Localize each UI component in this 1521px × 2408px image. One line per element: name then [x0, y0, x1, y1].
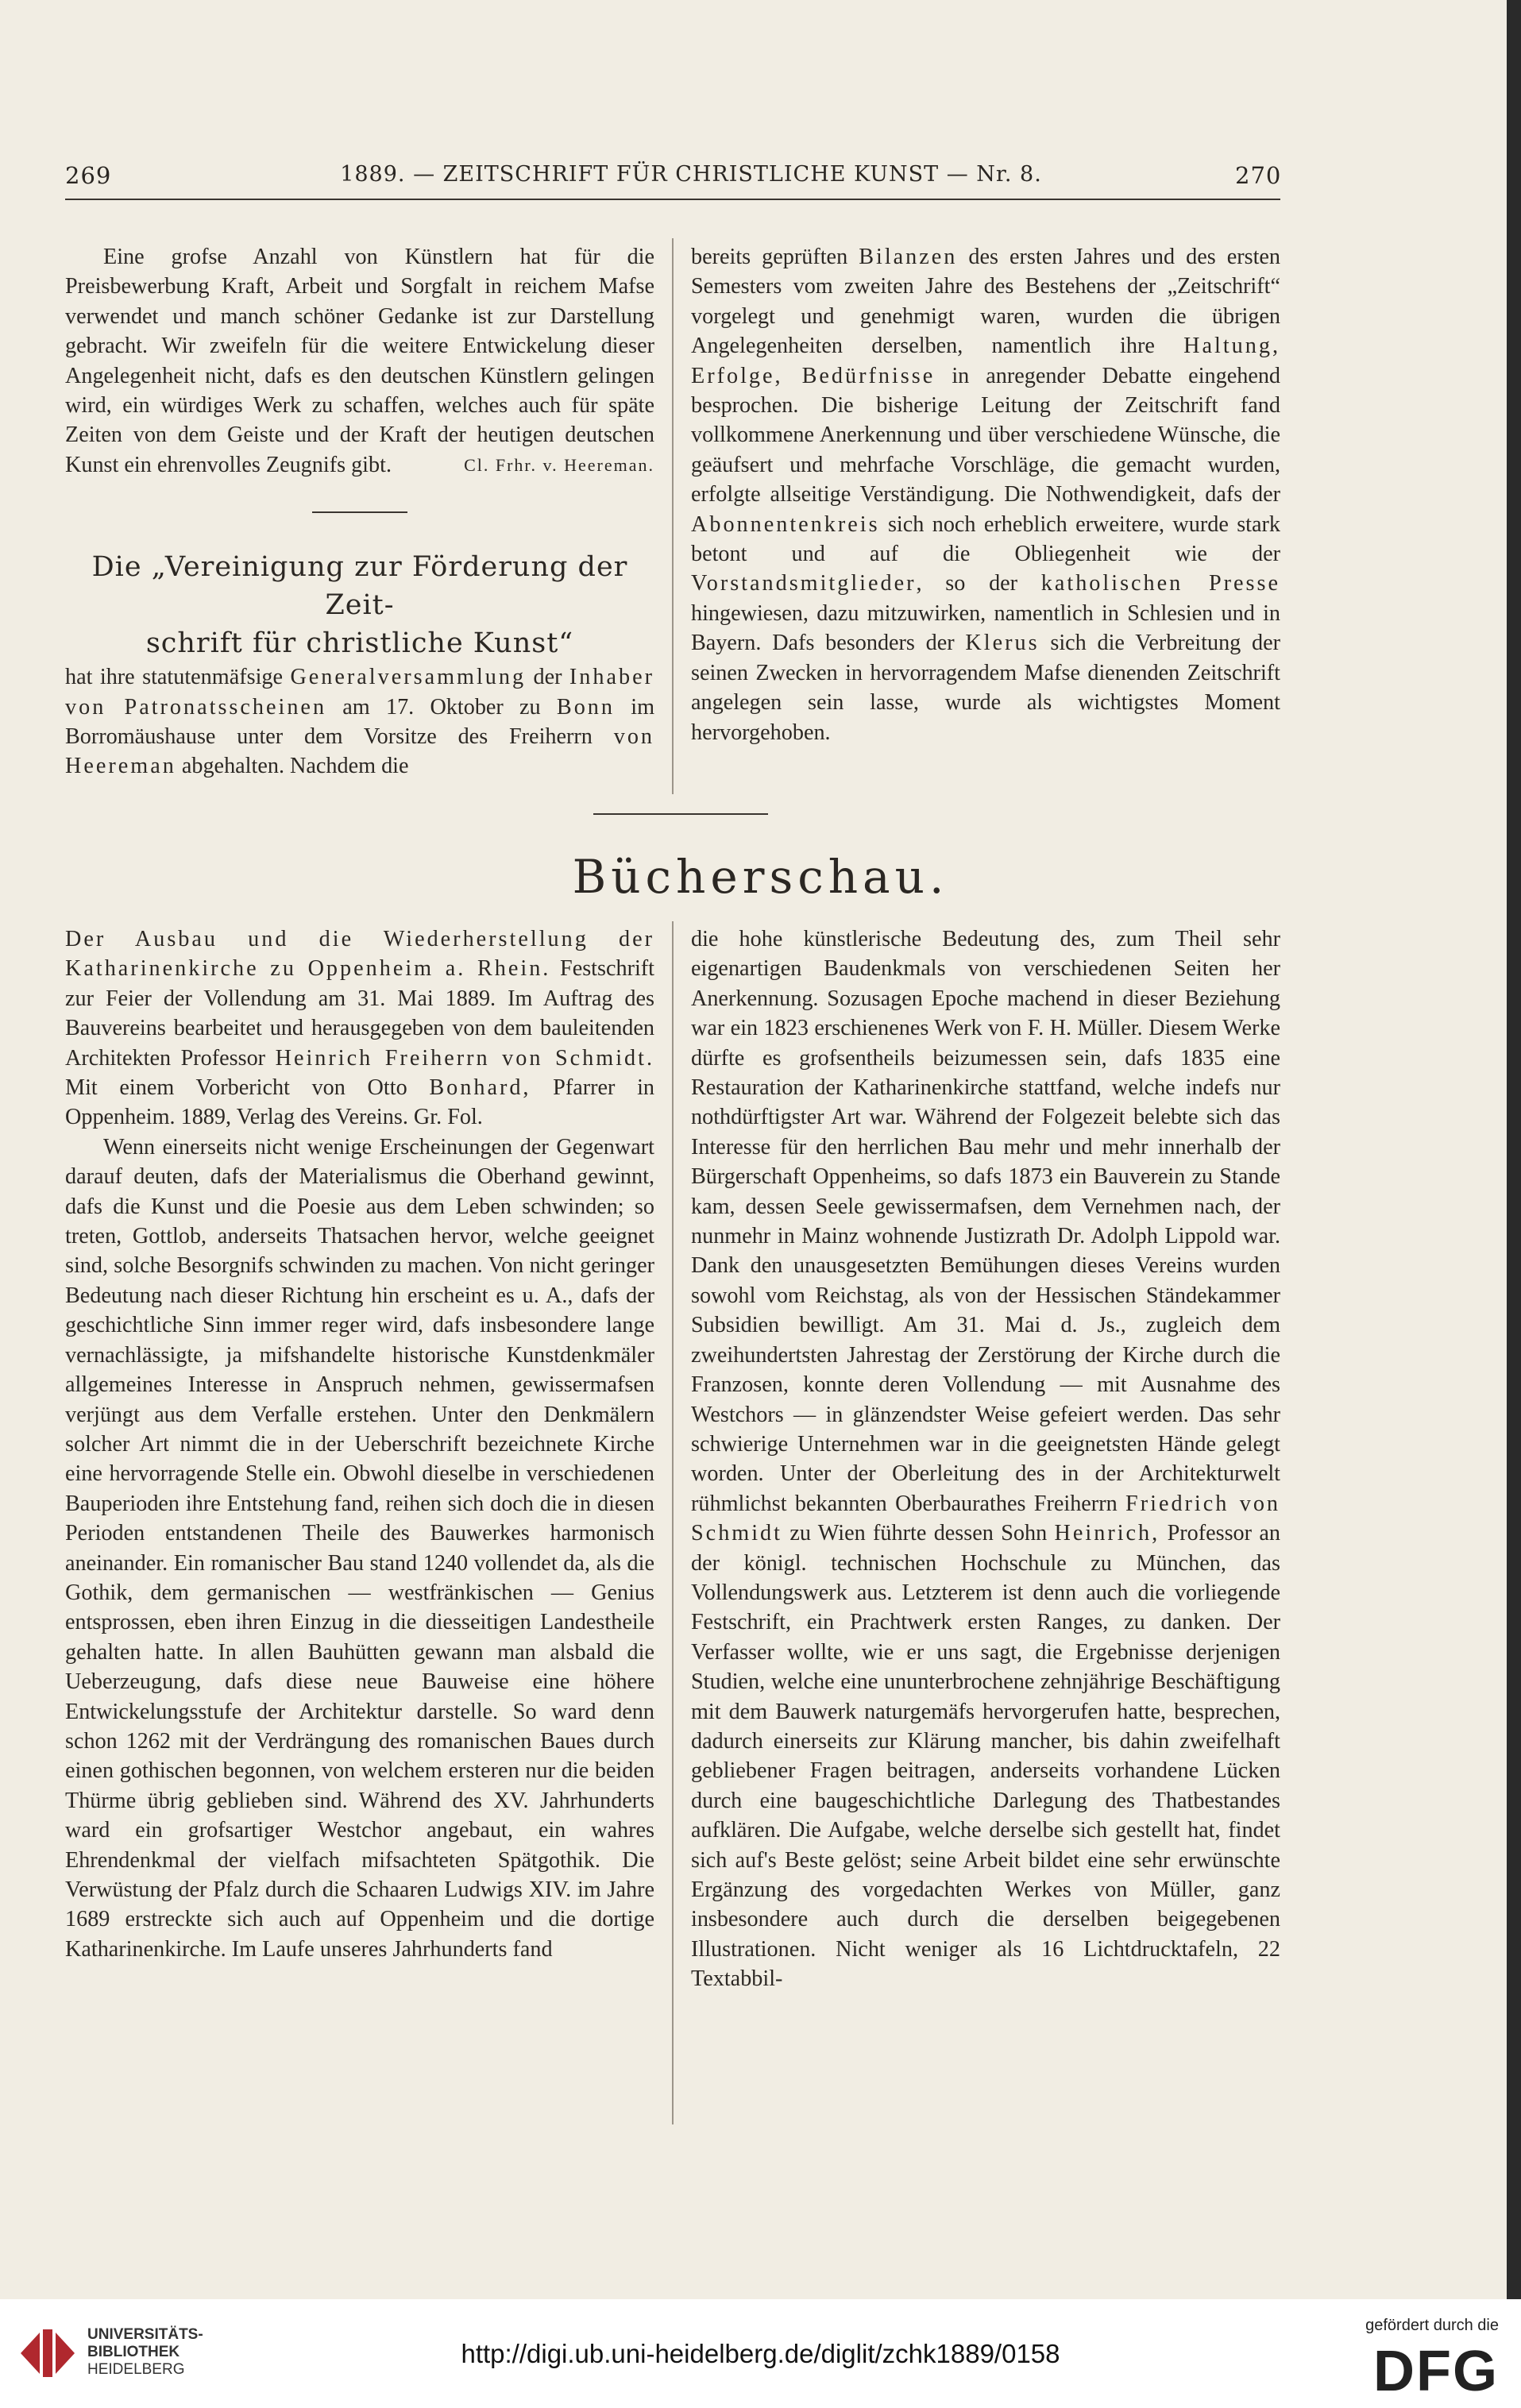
section-title: Bücherschau. — [572, 850, 949, 904]
assembly-paragraph: hat ihre statutenmäfsige Generalversammlung der Inhaber von Patronatsscheinen am 17. Oktober zu Bonn im Borromäushause unter dem Vorsitze des Freiherrn von Heereman abgehalten. Nachdem die — [65, 665, 655, 779]
source-url-link[interactable]: http://digi.ub.uni-heidelberg.de/diglit/zchk1889/0158 — [461, 2339, 1060, 2368]
article-heading: Die „Vereinigung zur Förderung der Zeit- schrift für christliche Kunst“ — [91, 551, 628, 660]
page-number-left: 269 — [65, 162, 112, 189]
library-name: UNIVERSITÄTS- BIBLIOTHEK HEIDELBERG — [87, 2326, 203, 2378]
closing-paragraph: Eine grofse Anzahl von Künstlern hat für die Preisbewerbung Kraft, Arbeit und Sorgfalt in reichem Mafse verwendet und manch schöner Gedanke ist zur Darstellung gebracht. Wir zweifeln für die weitere Entwickelung dieser Angelegenheit nicht, dafs es den deutschen Künstlern gelingen wird, ein würdiges Werk zu schaffen, welches auch für späte Zeiten von dem Geiste und der Kraft der heutigen deutschen Kunst ein ehrenvolles Zeugnifs gibt. Cl. Frhr. v. Heereman. — [65, 242, 654, 480]
separator-rule — [312, 511, 407, 513]
signature: Cl. Frhr. v. Heereman. — [464, 454, 654, 475]
page-edge-shadow — [1507, 0, 1521, 2299]
column-divider-bottom — [672, 921, 674, 2124]
section-rule — [593, 813, 768, 815]
review-paragraph: Wenn einerseits nicht wenige Erscheinungen der Gegenwart darauf deuten, dafs der Materialismus die Oberhand gewinnt, dafs die Kunst und die Poesie aus dem Leben schwinden; so treten, Gottlob, anderseits Thatsachen hervor, welche geeignet sind, solche Besorgnifs schwinden zu machen. Von nicht geringer Bedeutung nach dieser Richtung hin erscheint es u. A., dafs der geschichtliche Sinn immer reger wird, dafs insbesondere lange vernachlässigte, ja mifshandelte historische Kunstdenkmäler allgemeines Interesse in Anspruch nehmen, gewissermafsen verjüngt aus dem Verfalle erstehen. Unter den Denkmälern solcher Art nimmt die in der Ueberschrift bezeichnete Kirche eine hervorragende Stelle ein. Obwohl dieselbe in verschiedenen Bauperioden ihre Entstehung fand, reihen sich doch die in diesen Perioden entstandenen Theile des Bauwerkes harmonisch aneinander. Ein romanischer Bau stand 1240 vollendet da, als die Gothik, dem germanischen — westfränkischen — Genius entsprossen, eben ihren Einzug in die diesseitigen Landestheile gehalten hatte. In allen Bauhütten gewann man alsbald die Ueberzeugung, dafs diese neue Bauweise eine höhere Entwickelungsstufe der Architektur darstelle. So ward denn schon 1262 mit der Verdrängung des romanischen Baues durch einen gothischen begonnen, von welchem ersteren nur die beiden Thürme übrig geblieben sind. Während des XV. Jahrhunderts ward ein grofsartiger Westchor angebaut, ein wahres Ehrendenkmal der vielfach mifsachteten Spätgothik. Die Verwüstung der Pfalz durch die Schaaren Ludwigs XIV. im Jahre 1689 erstreckte sich auch auf Oppenheim und die dortige Katharinenkirche. Im Laufe unseres Jahrhunderts fand — [65, 1134, 654, 1962]
viewer-footer — [0, 2299, 1521, 2408]
funding-caption: gefördert durch die — [1365, 2317, 1499, 2334]
column-divider-top — [672, 238, 674, 794]
assembly-continuation: bereits geprüften Bilanzen des ersten Jahres und des ersten Semesters vom zweiten Jahre des Bestehens der „Zeitschrift“ vorgelegt und genehmigt waren, wurden die übrigen Angelegenheiten derselben, namentlich ihre Haltung, Erfolge, Bedürfnisse in anregender Debatte eingehend besprochen. Die bisherige Leitung der Zeitschrift fand vollkommene Anerkennung und über verschiedene Wünsche, die geäufsert und mehrfache Vorschläge, die gemacht wurden, erfolgte allseitige Verständigung. Die Nothwendigkeit, dafs der Abonnentenkreis sich noch erheblich erweitere, wurde stark betont und auf die Obliegenheit wie der Vorstandsmitglieder, so der katholischen Presse hingewiesen, dazu mitzuwirken, namentlich in Schlesien und in Bayern. Dafs besonders der Klerus sich die Verbreitung der seinen Zwecken in hervorragendem Mafse dienenden Zeitschrift angelegen sein lasse, wurde als wichtigstes Moment hervorgehoben. — [691, 245, 1281, 745]
review-entry: Der Ausbau und die Wiederherstellung der Katharinenkirche zu Oppenheim a. Rhein. Festschrift zur Feier der Vollendung am 31. Mai 1889. Im Auftrag des Bauvereins bearbeitet und herausgegeben von dem bauleitenden Architekten Professor Heinrich Freiherrn von Schmidt. Mit einem Vorbericht von Otto Bonhard, Pfarrer in Oppenheim. 1889, Verlag des Vereins. Gr. Fol. — [65, 927, 655, 1130]
dfg-logo: DFG — [1373, 2340, 1499, 2403]
page-number-right: 270 — [1235, 162, 1282, 189]
review-continuation: die hohe künstlerische Bedeutung des, zum Theil sehr eigenartigen Baudenkmals von verschiedenen Seiten her Anerkennung. Sozusagen Epoche machend in dieser Beziehung war ein 1823 erschienenes Werk von F. H. Müller. Diesem Werke dürfte es grofsentheils beizumessen sein, dafs 1835 eine Restauration der Katharinenkirche stattfand, welche indefs nur nothdürftigster Art war. Während der Folgezeit belebte sich das Interesse für den herrlichen Bau mehr und mehr innerhalb der Bürgerschaft Oppenheims, so dafs 1873 ein Bauverein zu Stande kam, dessen Seele gewissermafsen, dem Vernehmen nach, der nunmehr in Mainz wohnende Justizrath Dr. Adolph Lippold war. Dank den unausgesetzten Bemühungen dieses Vereins wurden sowohl vom Reichstag, als von der Hessischen Ständekammer Subsidien bewilligt. Am 31. Mai d. Js., zugleich dem zweihundertsten Jahrestag der Zerstörung der Kirche durch die Franzosen, konnte deren Vollendung — mit Ausnahme des Westchors — in glänzendster Weise gefeiert werden. Das sehr schwierige Unternehmen war in die geeignetsten Hände gelegt worden. Unter der Oberleitung des in der Architekturwelt rühmlichst bekannten Oberbaurathes Freiherrn Friedrich von Schmidt zu Wien führte dessen Sohn Heinrich, Professor an der königl. technischen Hochschule zu München, das Vollendungswerk aus. Letzterem ist denn auch die vorliegende Festschrift, ein Prachtwerk ersten Ranges, zu danken. Der Verfasser wollte, wie er uns sagt, die Ergebnisse derjenigen Studien, welche eine ununterbrochene zehnjährige Beschäftigung mit dem Bauwerk naturgemäfs hervorgerufen hatte, besprechen, dadurch einerseits zur Klärung mancher, bis dahin zweifelhaft gebliebener Fragen beitragen, anderseits vorhandene Lücken durch eine baugeschichtliche Darlegung des Thatbestandes aufklären. Die Aufgabe, welche derselbe sich gestellt hat, findet sich auf's Beste gelöst; seine Arbeit bildet eine sehr erwünschte Ergänzung des vorgedachten Werkes von Müller, ganz insbesondere auch durch die derselben beigegebenen Illustrationen. Nicht weniger als 16 Lichtdrucktafeln, 22 Textabbil- — [691, 927, 1281, 1992]
running-title: 1889. — ZEITSCHRIFT FÜR CHRISTLICHE KUNST — Nr. 8. — [340, 162, 1042, 187]
header-rule — [65, 199, 1280, 200]
bottom-left-column — [65, 924, 654, 1964]
top-left-column — [65, 242, 654, 781]
bottom-right-column — [691, 924, 1280, 1994]
top-right-column — [691, 242, 1280, 747]
